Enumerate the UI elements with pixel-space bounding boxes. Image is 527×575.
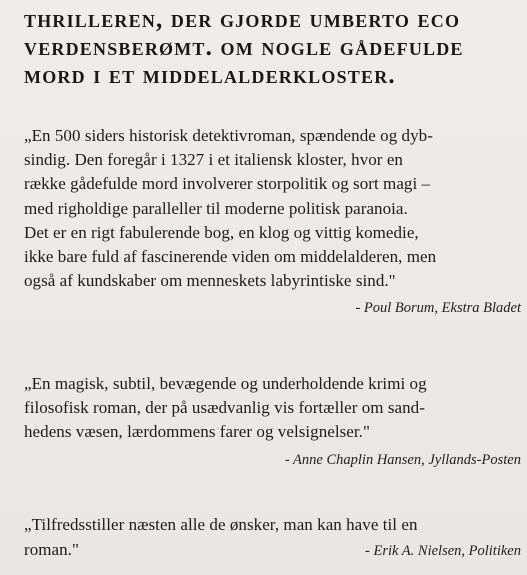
quote-line: „Tilfredsstiller næsten alle de ønsker, man kan have til en xyxy=(24,515,418,534)
quote-attribution: - Anne Chaplin Hansen, Jyllands-Posten xyxy=(284,451,521,468)
quote-line: hedens væsen, lærdommens farer og velsignelser." xyxy=(24,422,370,442)
quote-attribution: - Erik A. Nielsen, Politiken xyxy=(365,543,521,559)
quote-line: filosofisk roman, der på usædvanlig vis fortæller om sand- xyxy=(24,398,425,418)
blurb-heading xyxy=(24,6,519,90)
quote-line: række gådefulde mord involverer storpolitik og sort magi – xyxy=(24,174,431,194)
quote-line: ikke bare fuld af fascinerende viden om middelalderen, men xyxy=(24,247,437,267)
review-quote-hansen xyxy=(24,372,524,470)
quote-line: Det er en rigt fabulerende bog, en klog og vittig komedie, xyxy=(24,222,419,242)
quote-line: „En magisk, subtil, bevægende og underholdende krimi og xyxy=(24,374,427,393)
quote-line: „En 500 siders historisk detektivroman, spændende og dyb- xyxy=(24,126,433,145)
quote-line: med righoldige paralleller til moderne politisk paranoia. xyxy=(24,198,408,218)
quote-line: sindig. Den foregår i 1327 i et italiensk kloster, hvor en xyxy=(24,150,403,170)
blurb-line: thrilleren, der gjorde umberto eco xyxy=(24,6,461,33)
quote-line: også af kundskaber om menneskets labyrintiske sind." xyxy=(24,271,396,291)
review-quote-borum xyxy=(24,124,524,318)
blurb-line: verdensberømt. om nogle gådefulde xyxy=(24,34,464,61)
quote-last-row xyxy=(24,537,524,562)
review-quote-nielsen xyxy=(24,512,524,562)
quote-line: roman." xyxy=(24,540,79,559)
quote-attribution: - Poul Borum, Ekstra Bladet xyxy=(355,300,521,317)
blurb-line: mord i et middelalderkloster. xyxy=(24,62,396,89)
